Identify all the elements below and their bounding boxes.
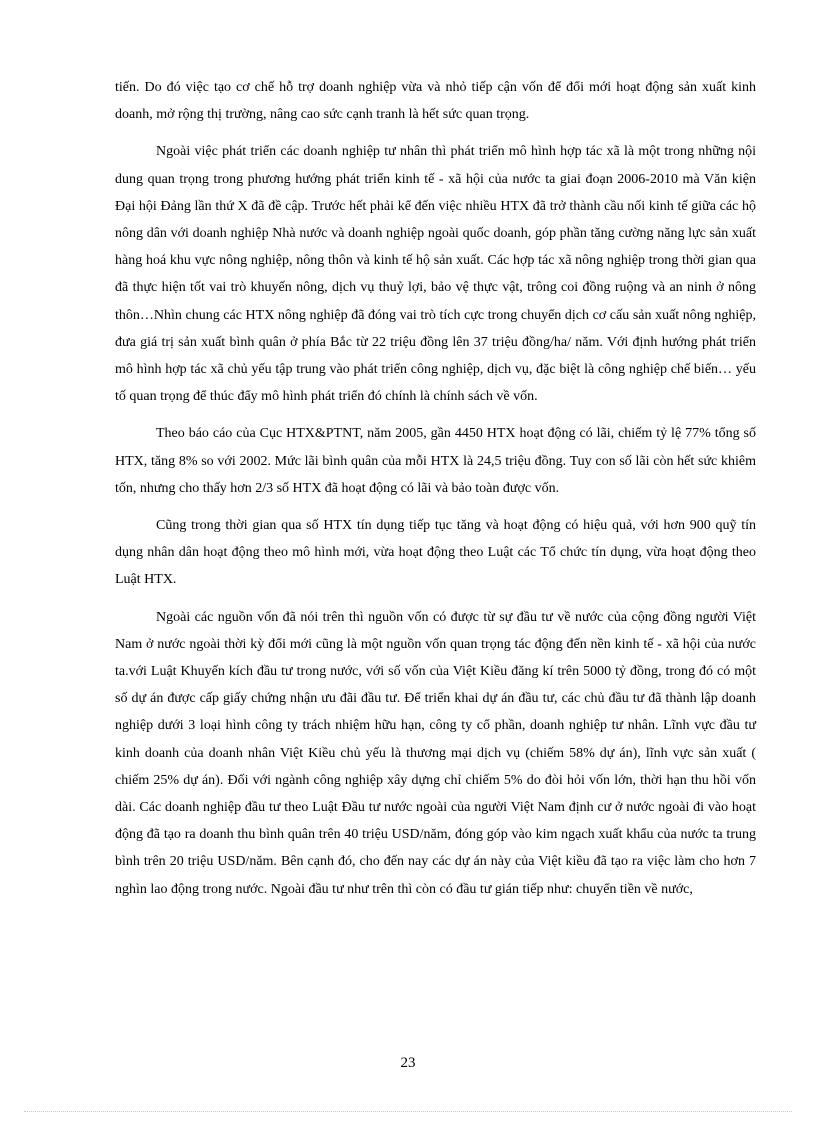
paragraph-cooperatives: Ngoài việc phát triển các doanh nghiệp tư nhân thì phát triển mô hình hợp tác xã là một trong những nội dung quan trọng trong phương hướng phát triển kinh tế - xã hội của nước ta giai đoạn 2006-2010 mà Văn kiện Đại hội Đảng lần thứ X đã đề cập. Trước hết phải kể đến việc nhiều HTX đã trở thành cầu nối kinh tế giữa các hộ nông dân với doanh nghiệp Nhà nước và doanh nghiệp ngoài quốc doanh, góp phần tăng cường năng lực sản xuất hàng hoá khu vực nông nghiệp, nông thôn và kinh tế hộ sản xuất. Các hợp tác xã nông nghiệp trong thời gian qua đã thực hiện tốt vai trò khuyến nông, dịch vụ thuỷ lợi, bảo vệ thực vật, trông coi đồng ruộng và an ninh ở nông thôn…Nhìn chung các HTX nông nghiệp đã đóng vai trò tích cực trong chuyển dịch cơ cấu sản xuất nông nghiệp, đưa giá trị sản xuất bình quân ở phía Bắc từ 22 triệu đồng lên 37 triệu đồng/ha/ năm. Với định hướng phát triển mô hình hợp tác xã chủ yếu tập trung vào phát triển công nghiệp, dịch vụ, đặc biệt là công nghiệp chế biến… yếu tố quan trọng để thúc đẩy mô hình phát triển đó chính là chính sách về vốn. (115, 144, 756, 405)
paragraph-report-statistics: Theo báo cáo của Cục HTX&PTNT, năm 2005, gần 4450 HTX hoạt động có lãi, chiếm tỷ lệ 77% tổng số HTX, tăng 8% so với 2002. Mức lãi bình quân của mỗi HTX là 24,5 triệu đồng. Tuy con số lãi còn hết sức khiêm tốn, nhưng cho thấy hơn 2/3 số HTX đã hoạt động có lãi và bảo toàn được vốn. (115, 426, 756, 496)
document-page (115, 74, 756, 903)
paragraph-continuation: tiến. Do đó việc tạo cơ chế hỗ trợ doanh nghiệp vừa và nhỏ tiếp cận vốn để đổi mới hoạt động sản xuất kinh doanh, mở rộng thị trường, nâng cao sức cạnh tranh là hết sức quan trọng. (115, 80, 756, 123)
paragraph-credit-cooperatives: Cũng trong thời gian qua số HTX tín dụng tiếp tục tăng và hoạt động có hiệu quả, với hơn 900 quỹ tín dụng nhân dân hoạt động theo mô hình mới, vừa hoạt động theo Luật các Tổ chức tín dụng, vừa hoạt động theo Luật HTX. (115, 518, 756, 588)
page-bottom-divider (24, 1111, 792, 1112)
paragraph-overseas-investment: Ngoài các nguồn vốn đã nói trên thì nguồn vốn có được từ sự đầu tư về nước của cộng đồng người Việt Nam ở nước ngoài thời kỳ đổi mới cũng là một nguồn vốn quan trọng tác động đến nền kinh tế - xã hội của nước ta.với Luật Khuyến kích đầu tư trong nước, với số vốn của Việt Kiều đăng kí trên 5000 tỷ đồng, trong đó có một số dự án được cấp giấy chứng nhận ưu đãi đầu tư. Để triển khai dự án đầu tư, các chủ đầu tư đã thành lập doanh nghiệp dưới 3 loại hình công ty trách nhiệm hữu hạn, công ty cổ phần, doanh nghiệp tư nhân. Lĩnh vực đầu tư kinh doanh của doanh nhân Việt Kiều chủ yếu là thương mại dịch vụ (chiếm 58% dự án), lĩnh vực sản xuất ( chiếm 25% dự án). Đối với ngành công nghiệp xây dựng chỉ chiếm 5% do đòi hỏi vốn lớn, thời hạn thu hồi vốn dài. Các doanh nghiệp đầu tư theo Luật Đầu tư nước ngoài của người Việt Nam định cư ở nước ngoài đi vào hoạt động đã tạo ra doanh thu bình quân trên 40 triệu USD/năm, đóng góp vào kim ngạch xuất khẩu của nước ta trung bình trên 20 triệu USD/năm. Bên cạnh đó, cho đến nay các dự án này của Việt kiều đã tạo ra việc làm cho hơn 7 nghìn lao động trong nước. Ngoài đầu tư như trên thì còn có đầu tư gián tiếp như: chuyển tiền về nước, (115, 609, 756, 897)
page-number: 23 (400, 1055, 416, 1071)
